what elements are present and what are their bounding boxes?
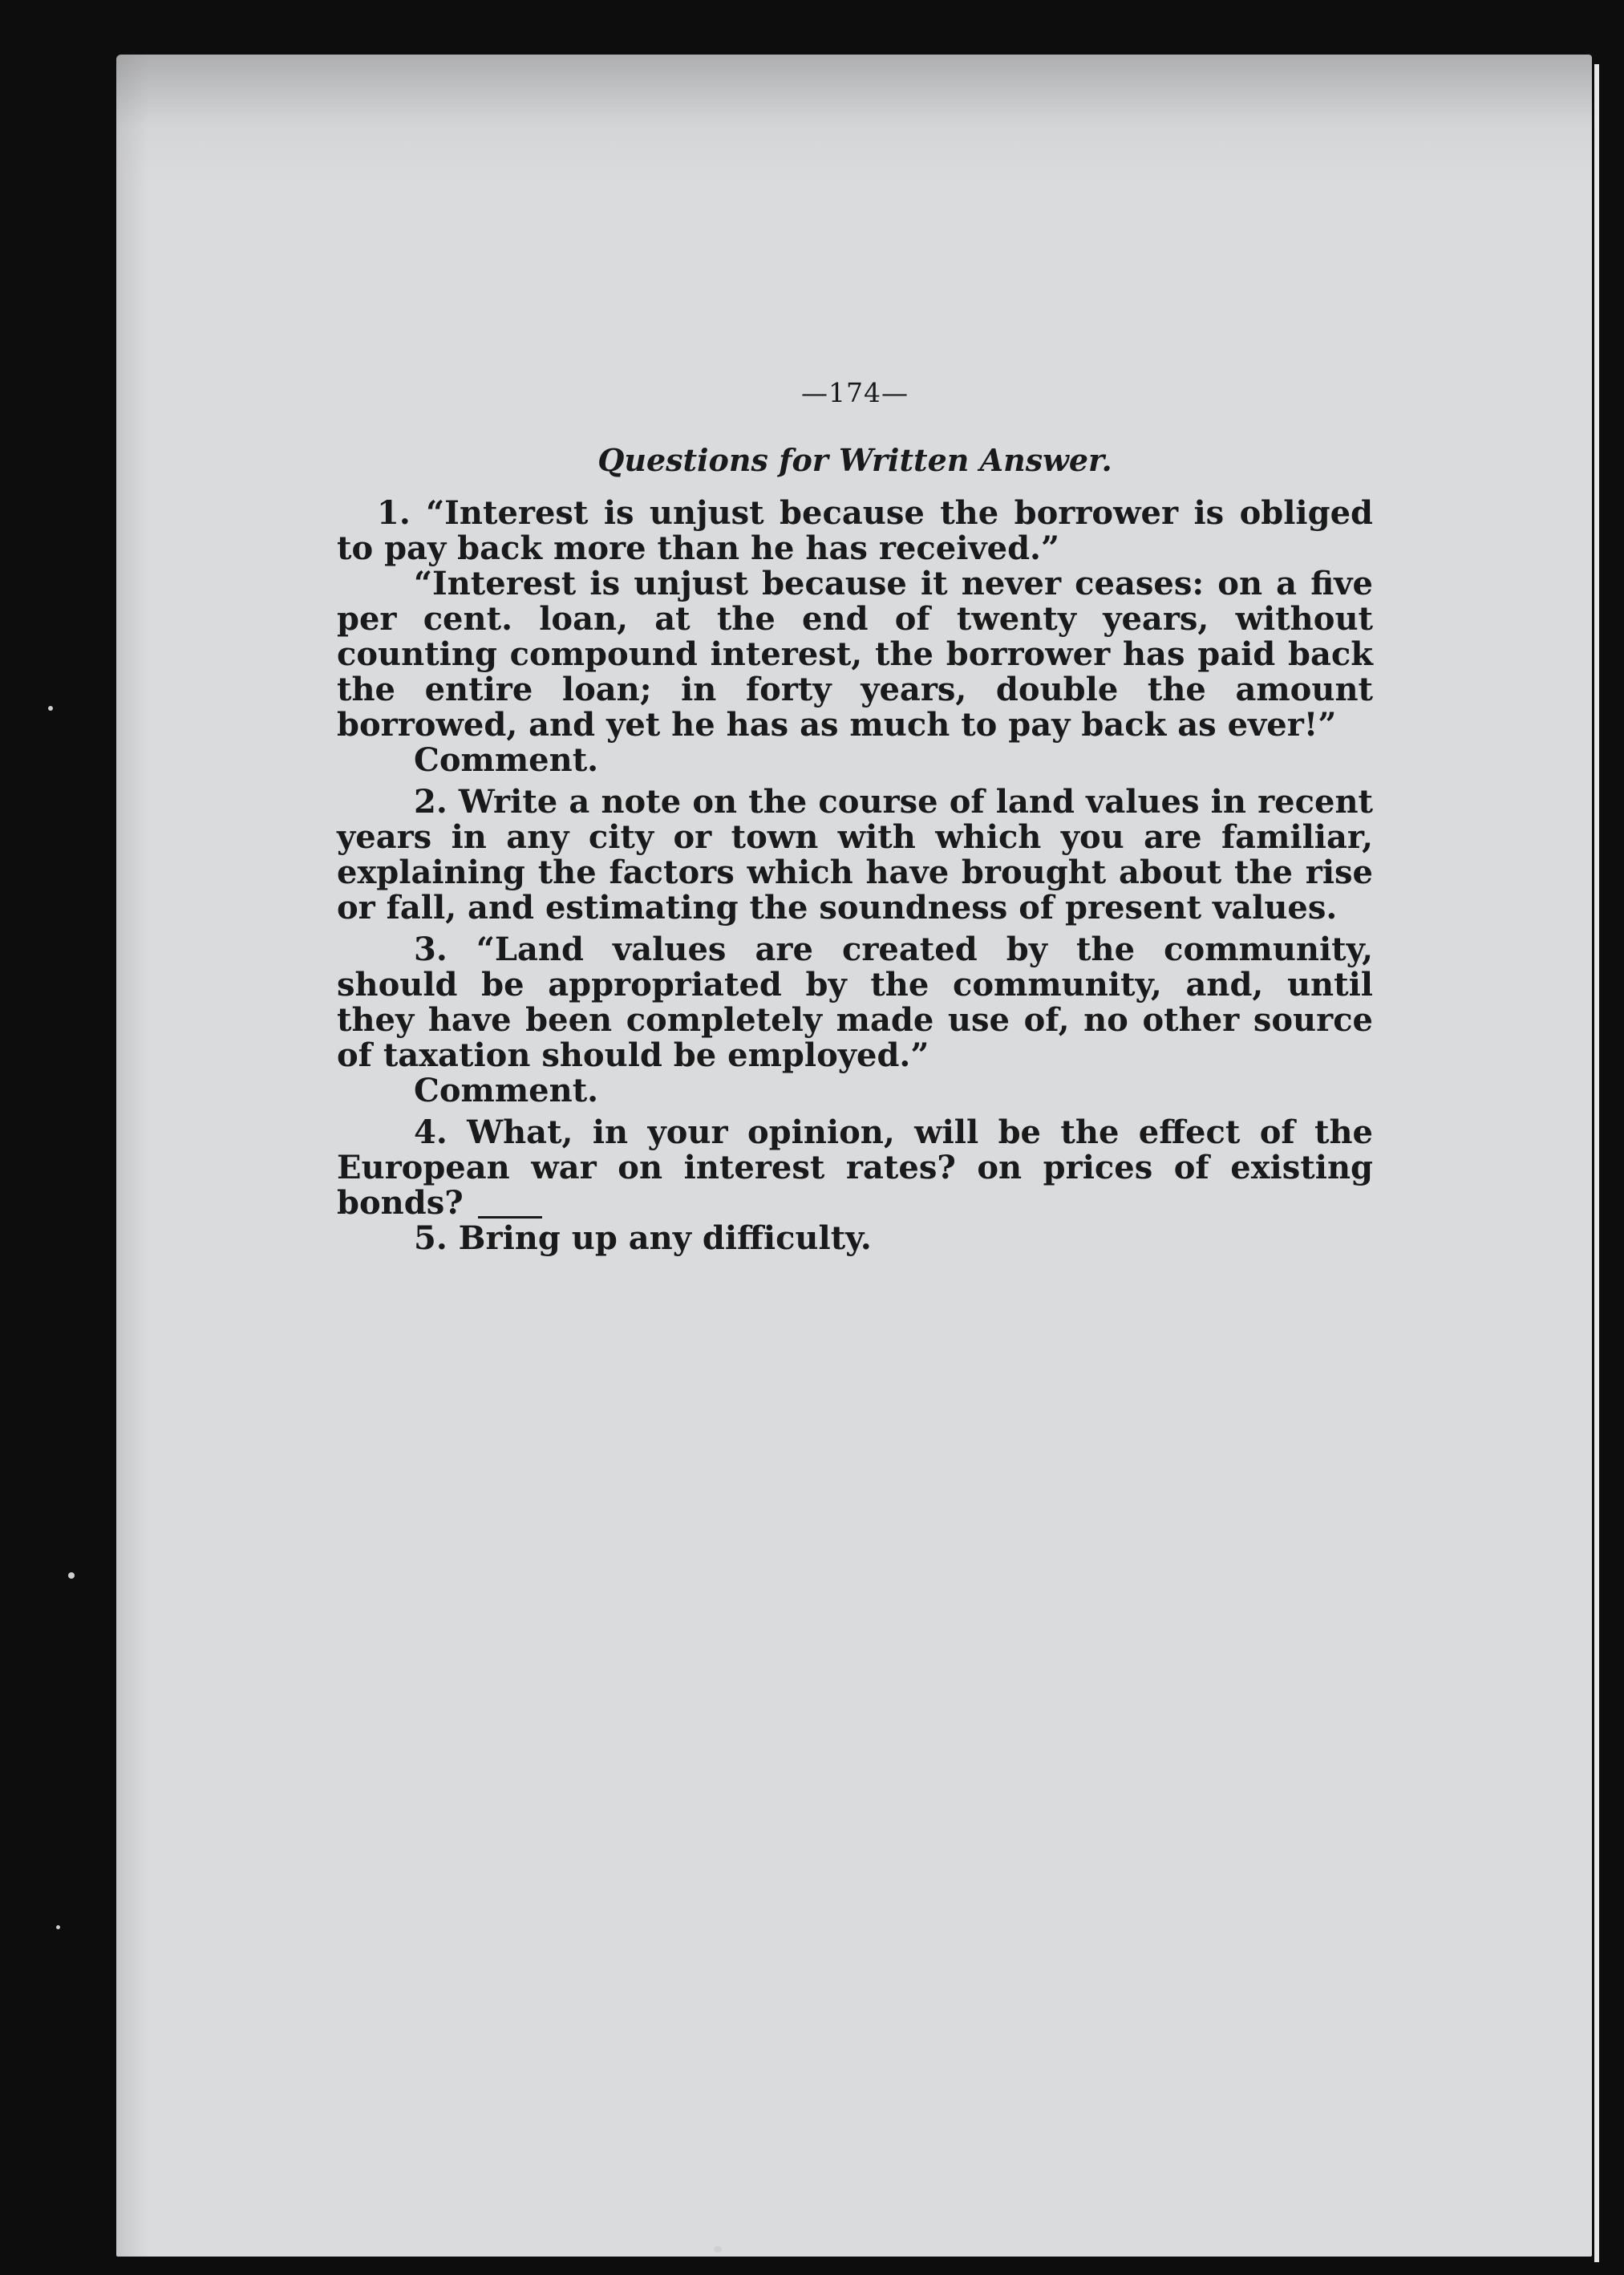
- comment-label: Comment.: [414, 741, 599, 779]
- page-edge: [1594, 64, 1599, 2262]
- scan-speck: [68, 1572, 75, 1579]
- question-1: 1. “Interest is unjust because the borrower is obliged to pay back more than he has received.”: [337, 494, 1373, 567]
- question-2: 2. Write a note on the course of land values in recent years in any city or town with which you are familiar, explaining the factors which have brought about the rise or fall, and estimating the soundness of present values.: [337, 783, 1373, 927]
- section-heading: Questions for Written Answer.: [597, 442, 1112, 478]
- question-3: 3. “Land values are created by the community, should be appropriated by the community, and, until they have been completely made use of, no other source of taxation should be employed.”: [337, 931, 1373, 1074]
- rule-line: [478, 1216, 542, 1219]
- page-content: [337, 375, 1373, 1256]
- scan-speck: [48, 706, 53, 711]
- question-5: 5. Bring up any difficulty.: [414, 1219, 872, 1257]
- comment-label: Comment.: [414, 1072, 599, 1109]
- scan-speck: [714, 2246, 722, 2253]
- question-1-continued: “Interest is unjust because it never ceases: on a five per cent. loan, at the end of twenty years, without counting compound interest, the borrower has paid back the entire loan; in forty years, double the amount borrowed, and yet he has as much to pay back as ever!”: [337, 565, 1373, 744]
- question-4-text: 4. What, in your opinion, will be the effect of the European war on interest rates? on prices of existing bonds?: [337, 1113, 1373, 1222]
- page-number: —174—: [801, 377, 909, 408]
- scan-speck: [56, 1925, 60, 1929]
- question-4: [337, 1115, 1373, 1221]
